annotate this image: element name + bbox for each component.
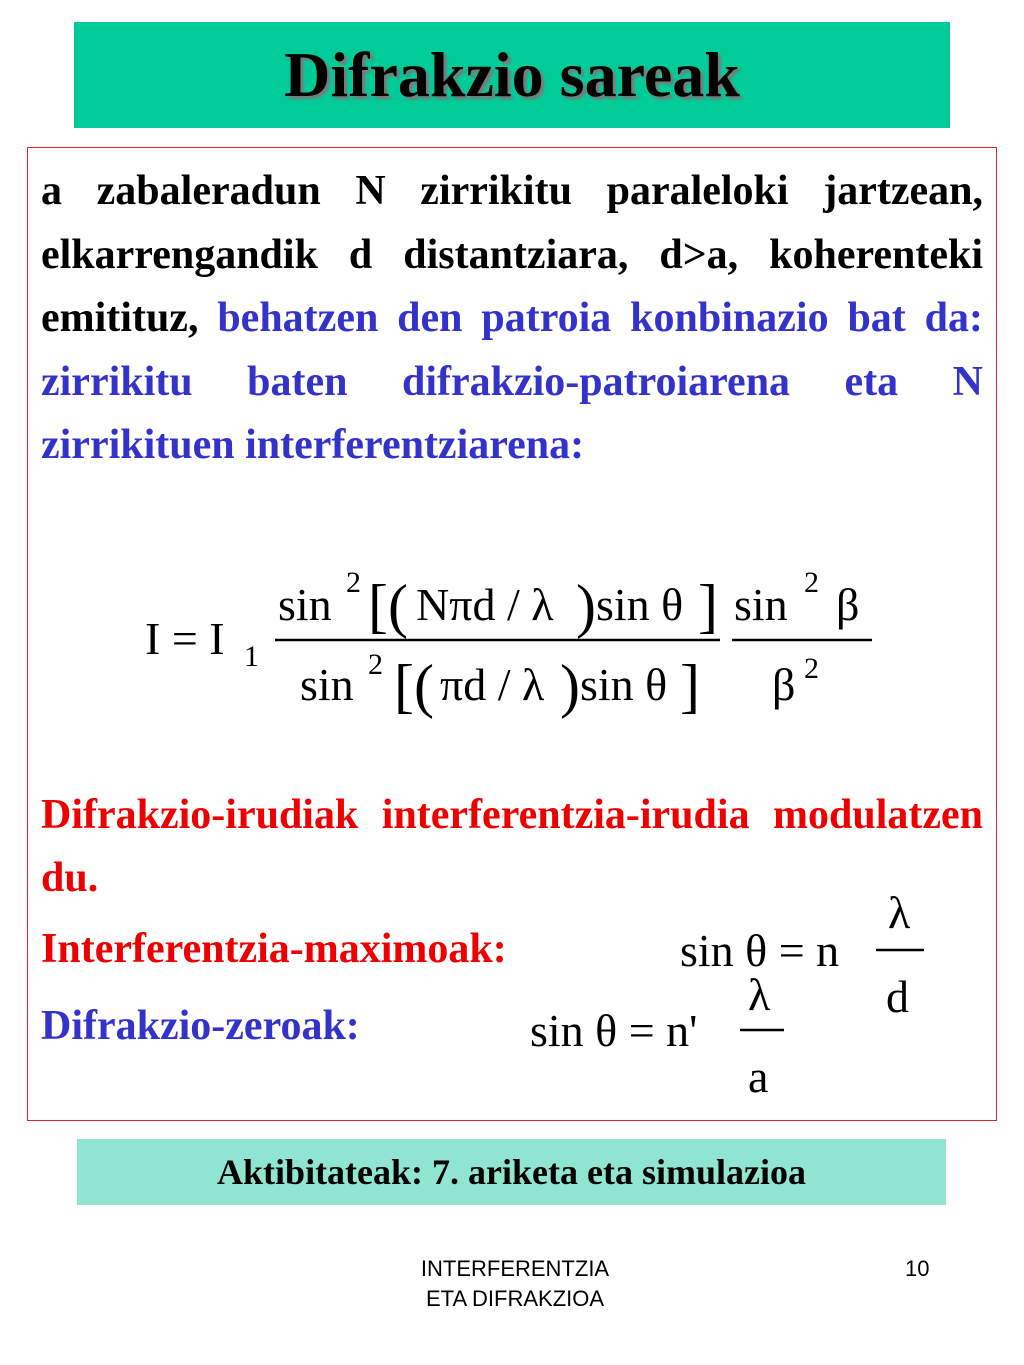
maxima-label: Interferentzia-maximoak: (41, 926, 507, 972)
footer-line2: ETA DIFRAKZIOA (425, 1286, 605, 1311)
formula-num1-arg: Nπd / λ (416, 579, 554, 630)
formula-num2-sin: sin (734, 579, 788, 630)
formula-den1-lbracket: [( (394, 653, 434, 719)
footer-line1: INTERFERENTZIA (420, 1256, 610, 1281)
formula-lhs-sub: 1 (244, 640, 259, 673)
formula-den1-rbracket: ] (680, 653, 700, 719)
formula-den1-rparen: ) (560, 653, 580, 719)
title-bar (74, 22, 950, 128)
maxima-lhs: sin θ = n (680, 925, 840, 976)
page-title: Difrakzio sareak (284, 39, 740, 110)
zeros-label: Difrakzio-zeroak: (41, 1003, 360, 1049)
zeros-equation (526, 962, 806, 1102)
activities-text: Aktibitateak: 7. ariketa eta simulazioa (217, 1152, 806, 1192)
formula-num1-sin: sin (278, 579, 332, 630)
intro-text-black: a zabaleradun N zirrikitu paraleloki jartzean, elkarrengandik d distantziara, d>a, koherenteki emitituz, (41, 168, 983, 341)
footer-section-title (395, 1254, 635, 1314)
modulation-text: Difrakzio-irudiak interferentzia-irudia modulatzen du. (41, 792, 983, 901)
zeros-lhs: sin θ = n' (530, 1005, 698, 1056)
formula-den1-sin: sin (300, 659, 354, 710)
intensity-formula (120, 552, 920, 732)
formula-num2-exp: 2 (804, 566, 819, 599)
formula-den1-tail: sin θ (580, 659, 668, 710)
formula-den2-beta: β (772, 659, 796, 710)
formula-den1-exp: 2 (368, 648, 383, 681)
intro-text-blue: behatzen den patroia konbinazio bat da: zirrikitu baten difrakzio-patroiarena eta N zirrikituen interferentziarena: (41, 295, 984, 468)
formula-num2-tail: β (836, 579, 860, 630)
activities-bar (77, 1139, 946, 1205)
zeros-num: λ (748, 969, 771, 1020)
formula-num1-lbracket: [( (368, 573, 408, 639)
page-number: 10 (905, 1256, 930, 1281)
maxima-num: λ (888, 887, 911, 938)
zeros-den: a (748, 1051, 769, 1102)
formula-num1-exp: 2 (346, 566, 361, 599)
formula-num1-rbracket: ] (698, 573, 718, 639)
formula-num1-tail: sin θ (596, 579, 684, 630)
formula-num1-rparen: ) (576, 573, 596, 639)
formula-den2-exp: 2 (804, 652, 819, 685)
formula-lhs: I = I (145, 613, 225, 664)
maxima-den: d (886, 971, 909, 1022)
formula-den1-arg: πd / λ (440, 659, 545, 710)
intro-paragraph (41, 160, 983, 478)
